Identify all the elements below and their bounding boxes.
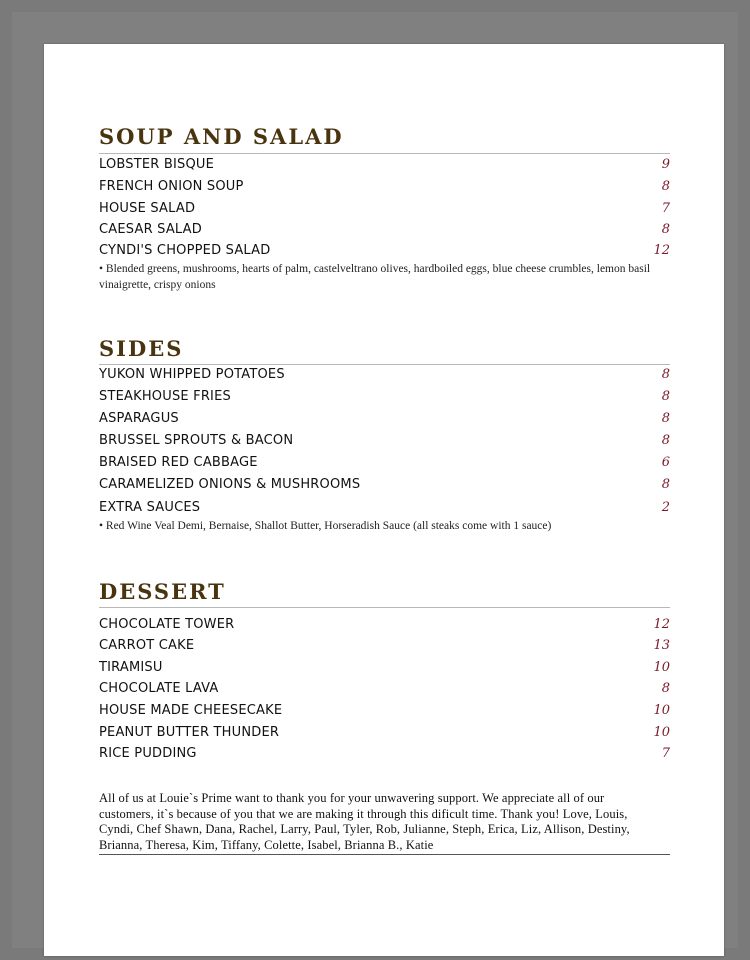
item-price: 10: [653, 660, 670, 675]
section-title-soup-and-salad: SOUP AND SALAD: [99, 124, 344, 149]
menu-item: [99, 725, 670, 745]
item-price: 13: [653, 638, 670, 653]
item-name: BRAISED RED CABBAGE: [99, 455, 258, 470]
item-price: 12: [653, 243, 670, 258]
item-description: • Blended greens, mushrooms, hearts of palm, castelveltrano olives, hardboiled eggs, blue cheese crumbles, lemon basil vinaigrette, crispy onions: [99, 263, 651, 291]
item-name: PEANUT BUTTER THUNDER: [99, 725, 280, 740]
menu-item: [99, 660, 670, 680]
menu-item: [99, 433, 670, 453]
menu-item: [99, 681, 670, 701]
menu-item: [99, 389, 670, 409]
menu-item: [99, 703, 670, 723]
item-price: 8: [661, 477, 670, 492]
item-price: 8: [661, 681, 670, 696]
menu-item: [99, 617, 670, 637]
item-name: TIRAMISU: [99, 660, 163, 675]
item-price: 12: [653, 617, 670, 632]
menu-item: [99, 746, 670, 766]
item-name: BRUSSEL SPROUTS & BACON: [99, 433, 294, 448]
item-price: 6: [661, 455, 670, 470]
menu-item: [99, 201, 670, 221]
item-price: 7: [661, 746, 670, 761]
menu-item: [99, 243, 670, 263]
section-title-dessert: DESSERT: [99, 579, 226, 604]
section-divider: [99, 153, 670, 154]
item-name: CHOCOLATE LAVA: [99, 681, 219, 696]
item-price: 8: [661, 222, 670, 237]
menu-page: [44, 44, 724, 956]
item-name: HOUSE SALAD: [99, 201, 196, 216]
item-description: • Red Wine Veal Demi, Bernaise, Shallot Butter, Horseradish Sauce (all steaks come with 1 sauce): [99, 520, 552, 532]
section-divider: [99, 364, 670, 365]
item-price: 9: [661, 157, 670, 172]
item-price: 8: [661, 367, 670, 382]
item-name: CHOCOLATE TOWER: [99, 617, 235, 632]
item-price: 10: [653, 725, 670, 740]
item-name: CARROT CAKE: [99, 638, 195, 653]
thank-you-note: All of us at Louie`s Prime want to thank you for your unwavering support. We appreciate all of our customers, it`s because of you that we are making it through this dificult time. Thank you! Love, Louis, Cyndi, Chef Shawn, Dana, Rachel, Larry, Paul, Tyler, Rob, Julianne, Steph, Erica, Liz, Allison, Destiny, Brianna, Theresa, Kim, Tiffany, Colette, Isabel, Brianna B., Katie: [99, 791, 630, 852]
item-name: YUKON WHIPPED POTATOES: [99, 367, 285, 382]
item-name: LOBSTER BISQUE: [99, 157, 215, 172]
item-name: ASPARAGUS: [99, 411, 179, 426]
item-name: CYNDI'S CHOPPED SALAD: [99, 243, 271, 258]
menu-item: [99, 367, 670, 387]
menu-item: [99, 638, 670, 658]
item-name: CARAMELIZED ONIONS & MUSHROOMS: [99, 477, 361, 492]
item-price: 8: [661, 179, 670, 194]
menu-item: [99, 157, 670, 177]
item-name: FRENCH ONION SOUP: [99, 179, 244, 194]
bottom-divider: [99, 854, 670, 855]
section-title-sides: SIDES: [99, 336, 184, 361]
menu-item: [99, 455, 670, 475]
section-divider: [99, 607, 670, 608]
item-price: 2: [661, 500, 670, 515]
item-price: 8: [661, 433, 670, 448]
item-price: 8: [661, 411, 670, 426]
item-name: RICE PUDDING: [99, 746, 197, 761]
item-name: HOUSE MADE CHEESECAKE: [99, 703, 283, 718]
menu-item: [99, 477, 670, 497]
item-price: 10: [653, 703, 670, 718]
item-price: 7: [661, 201, 670, 216]
menu-item: [99, 411, 670, 431]
menu-item: [99, 222, 670, 242]
item-name: CAESAR SALAD: [99, 222, 202, 237]
menu-item: [99, 500, 670, 520]
menu-item: [99, 179, 670, 199]
item-name: EXTRA SAUCES: [99, 500, 201, 515]
document-frame: [12, 12, 738, 948]
item-name: STEAKHOUSE FRIES: [99, 389, 231, 404]
item-price: 8: [661, 389, 670, 404]
